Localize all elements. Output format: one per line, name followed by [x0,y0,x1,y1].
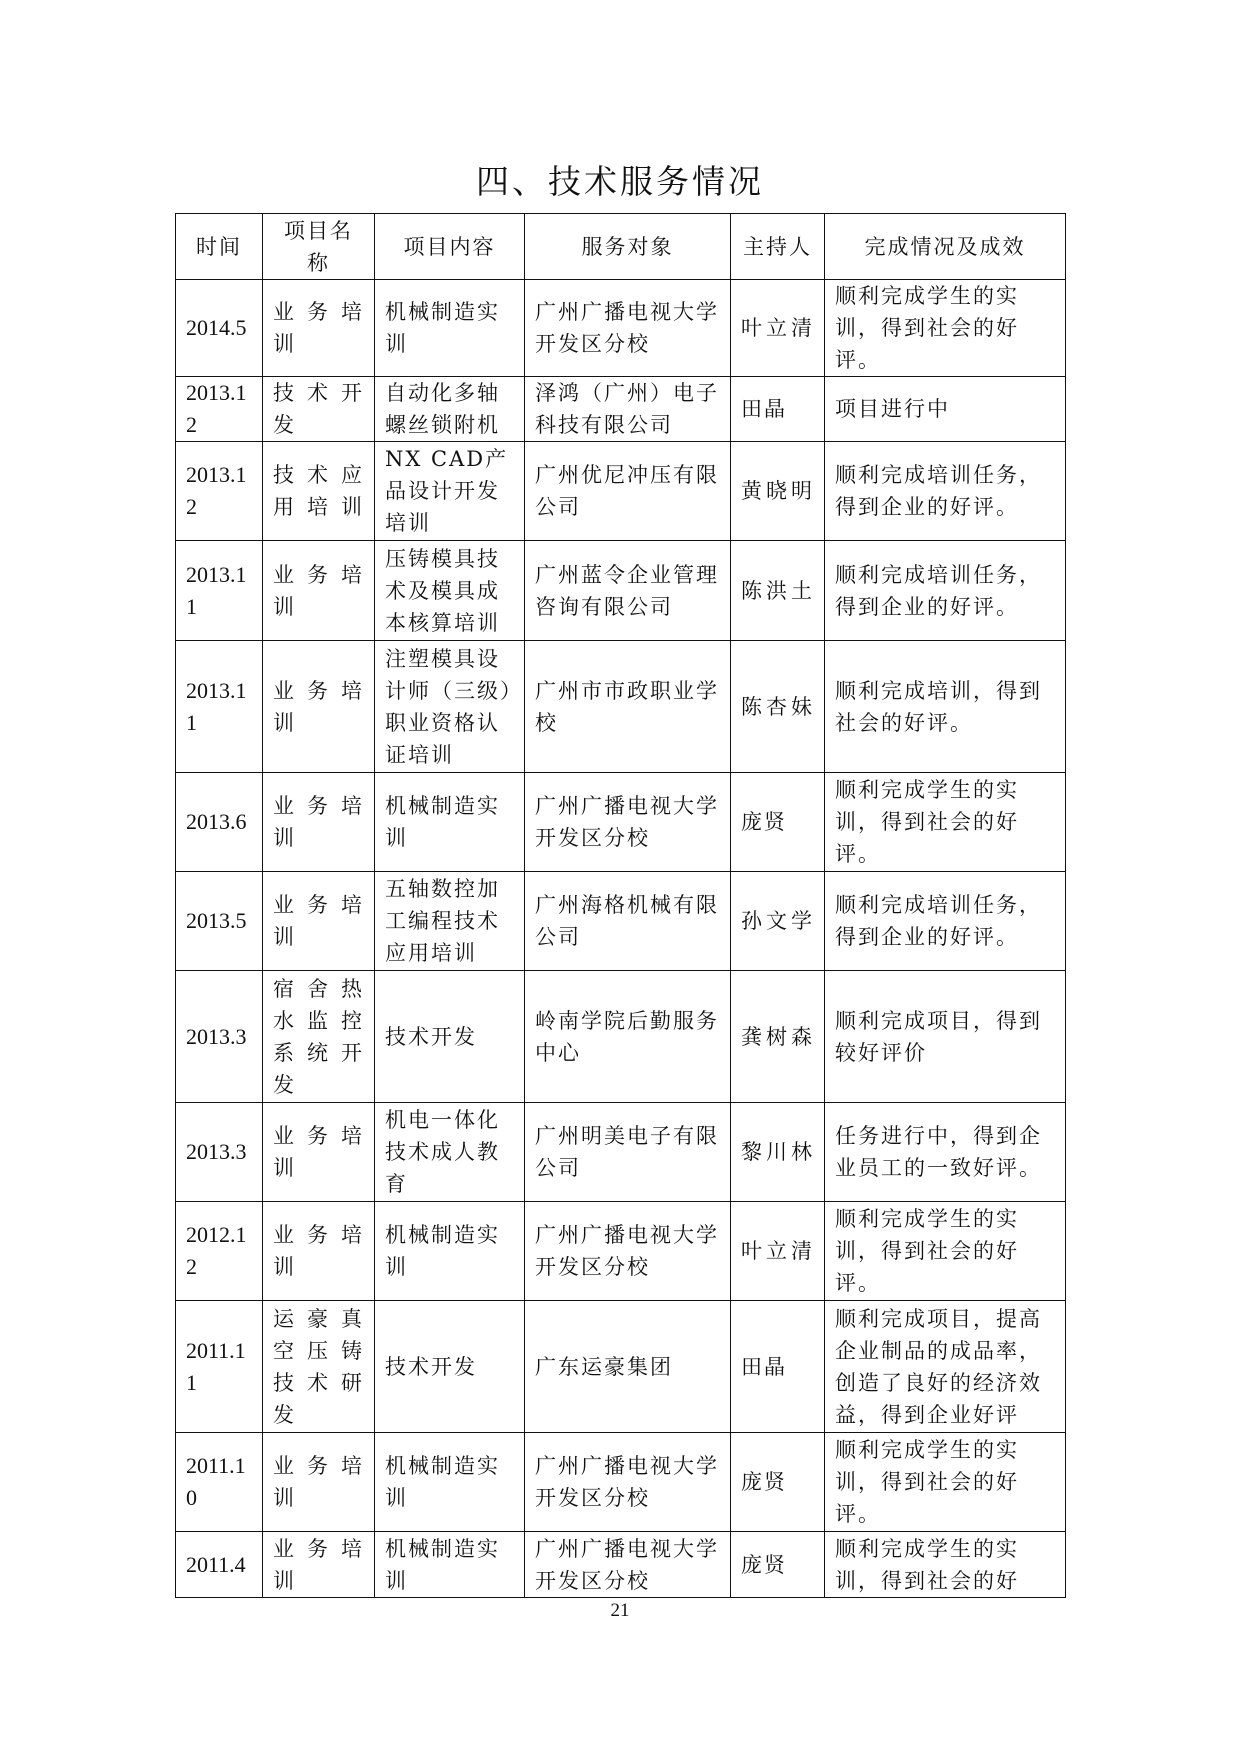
cell-result: 顺利完成培训任务，得到企业的好评。 [825,541,1066,641]
table-header-row [176,214,1066,280]
cell-project-name: 业务培训 [263,1433,375,1532]
cell-project-name: 技术应用培训 [263,442,375,541]
cell-date: 2013.3 [176,1103,263,1202]
table-row [176,442,1066,541]
header-host: 主持人 [731,214,825,280]
cell-result: 顺利完成培训任务，得到企业的好评。 [825,442,1066,541]
cell-client: 广州广播电视大学开发区分校 [525,1202,731,1301]
cell-client: 广州优尼冲压有限公司 [525,442,731,541]
cell-date: 2013.11 [176,641,263,773]
cell-host: 田晶 [731,377,825,442]
cell-host: 庞贤 [731,1433,825,1532]
cell-result: 顺利完成培训任务，得到企业的好评。 [825,872,1066,971]
cell-host: 孙文学 [731,872,825,971]
table-row [176,1301,1066,1433]
cell-host: 陈杏妹 [731,641,825,773]
table-row [176,1433,1066,1532]
cell-date: 2014.5 [176,280,263,377]
table-row [176,641,1066,773]
cell-project-name: 业务培训 [263,280,375,377]
cell-host: 黄晓明 [731,442,825,541]
cell-project-name: 业务培训 [263,1532,375,1598]
cell-project-name: 技术开发 [263,377,375,442]
cell-date: 2013.3 [176,971,263,1103]
cell-date: 2011.10 [176,1433,263,1532]
cell-project-name: 业务培训 [263,641,375,773]
cell-client: 广州广播电视大学开发区分校 [525,773,731,872]
cell-host: 庞贤 [731,1532,825,1598]
cell-client: 泽鸿（广州）电子科技有限公司 [525,377,731,442]
cell-project-content: 机械制造实训 [375,1202,525,1301]
cell-result: 顺利完成项目，得到较好评价 [825,971,1066,1103]
cell-project-content: 五轴数控加工编程技术应用培训 [375,872,525,971]
header-date: 时间 [176,214,263,280]
cell-date: 2013.5 [176,872,263,971]
cell-date: 2011.4 [176,1532,263,1598]
cell-result: 项目进行中 [825,377,1066,442]
table-row [176,773,1066,872]
header-client: 服务对象 [525,214,731,280]
cell-host: 庞贤 [731,773,825,872]
cell-host: 田晶 [731,1301,825,1433]
table-row [176,280,1066,377]
cell-date: 2013.11 [176,541,263,641]
cell-client: 广州市市政职业学校 [525,641,731,773]
cell-date: 2013.12 [176,377,263,442]
cell-client: 岭南学院后勤服务中心 [525,971,731,1103]
table-row [176,872,1066,971]
cell-date: 2011.11 [176,1301,263,1433]
cell-result: 顺利完成培训，得到社会的好评。 [825,641,1066,773]
cell-client: 广州海格机械有限公司 [525,872,731,971]
cell-result: 顺利完成学生的实训，得到社会的好评。 [825,280,1066,377]
cell-result: 顺利完成学生的实训，得到社会的好评。 [825,773,1066,872]
cell-host: 陈洪土 [731,541,825,641]
cell-project-content: 机械制造实训 [375,1433,525,1532]
cell-project-content: 机械制造实训 [375,773,525,872]
cell-result: 顺利完成项目，提高企业制品的成品率，创造了良好的经济效益，得到企业好评 [825,1301,1066,1433]
page-number: 21 [610,1600,630,1621]
cell-project-content: 机电一体化技术成人教育 [375,1103,525,1202]
table-row [176,541,1066,641]
cell-project-content: 注塑模具设计师（三级）职业资格认证培训 [375,641,525,773]
cell-result: 顺利完成学生的实训，得到社会的好评。 [825,1433,1066,1532]
table-row [176,1532,1066,1598]
table-row [176,377,1066,442]
cell-client: 广州蓝令企业管理咨询有限公司 [525,541,731,641]
table-row [176,971,1066,1103]
technical-service-table [175,213,1066,1598]
cell-client: 广州明美电子有限公司 [525,1103,731,1202]
cell-date: 2012.12 [176,1202,263,1301]
cell-project-content: 机械制造实训 [375,1532,525,1598]
cell-project-name: 业务培训 [263,541,375,641]
cell-host: 叶立清 [731,280,825,377]
cell-project-content: NX CAD产品设计开发培训 [375,442,525,541]
cell-project-content: 压铸模具技术及模具成本核算培训 [375,541,525,641]
cell-project-content: 机械制造实训 [375,280,525,377]
cell-host: 叶立清 [731,1202,825,1301]
cell-host: 黎川林 [731,1103,825,1202]
header-project-name: 项目名称 [263,214,375,280]
cell-result: 顺利完成学生的实训，得到社会的好 [825,1532,1066,1598]
header-result: 完成情况及成效 [825,214,1066,280]
cell-project-name: 运豪真空压铸技术研发 [263,1301,375,1433]
cell-result: 任务进行中，得到企业员工的一致好评。 [825,1103,1066,1202]
cell-project-name: 业务培训 [263,1103,375,1202]
cell-client: 广州广播电视大学开发区分校 [525,1433,731,1532]
cell-project-content: 自动化多轴螺丝锁附机 [375,377,525,442]
cell-project-name: 业务培训 [263,1202,375,1301]
cell-project-name: 业务培训 [263,773,375,872]
cell-project-content: 技术开发 [375,1301,525,1433]
cell-host: 龚树森 [731,971,825,1103]
page-title: 四、技术服务情况 [476,162,764,201]
header-project-content: 项目内容 [375,214,525,280]
cell-date: 2013.12 [176,442,263,541]
cell-client: 广东运豪集团 [525,1301,731,1433]
cell-project-name: 宿舍热水监控系统开发 [263,971,375,1103]
cell-result: 顺利完成学生的实训，得到社会的好评。 [825,1202,1066,1301]
table-row [176,1202,1066,1301]
cell-client: 广州广播电视大学开发区分校 [525,280,731,377]
cell-client: 广州广播电视大学开发区分校 [525,1532,731,1598]
cell-project-name: 业务培训 [263,872,375,971]
cell-date: 2013.6 [176,773,263,872]
cell-project-content: 技术开发 [375,971,525,1103]
table-row [176,1103,1066,1202]
